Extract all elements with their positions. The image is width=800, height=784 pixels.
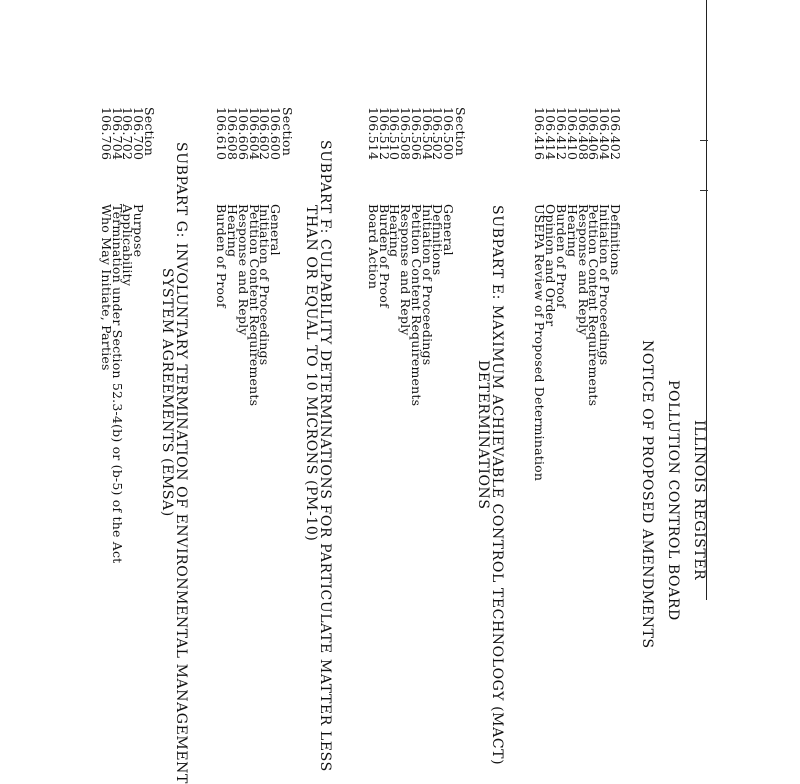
subpart-g-section-label: Section bbox=[142, 107, 157, 156]
section-title: Petition Content Requirements bbox=[408, 204, 424, 407]
header-tick bbox=[700, 190, 708, 191]
section-title: Burden of Proof bbox=[554, 204, 569, 308]
section-number: 106.706 bbox=[98, 107, 114, 161]
section-title: Board Action bbox=[366, 204, 382, 290]
register-title: ILLINOIS REGISTER bbox=[691, 420, 707, 581]
header-tick bbox=[700, 140, 708, 141]
section-title: Termination under Section 52.3-4(b) or (b-5) of the Act bbox=[109, 204, 125, 564]
section-title: Applicability bbox=[120, 204, 136, 287]
section-number: 106.510 bbox=[387, 107, 403, 161]
section-title: Purpose bbox=[131, 204, 146, 258]
board-title: POLLUTION CONTROL BOARD bbox=[665, 380, 681, 621]
section-number: 106.604 bbox=[246, 107, 262, 161]
section-title: Initiation of Proceedings bbox=[597, 204, 613, 366]
section-number: 106.404 bbox=[597, 107, 613, 161]
section-number: 106.508 bbox=[398, 107, 414, 161]
section-number: 106.602 bbox=[257, 107, 273, 161]
section-number: 106.406 bbox=[586, 107, 602, 161]
section-title: Hearing bbox=[225, 204, 241, 258]
section-title: Petition Content Requirements bbox=[586, 204, 602, 407]
section-title: General bbox=[268, 204, 283, 256]
section-title: USEPA Review of Proposed Determination bbox=[532, 204, 548, 482]
subpart-e-heading: SUBPART E: MAXIMUM ACHIEVABLE CONTROL TECHNOLOGY (MACT) bbox=[489, 205, 505, 766]
section-number: 106.410 bbox=[564, 107, 580, 161]
subpart-f-heading-cont: THAN OR EQUAL TO 10 MICRONS (PM-10) bbox=[303, 205, 319, 542]
notice-title: NOTICE OF PROPOSED AMENDMENTS bbox=[639, 340, 655, 649]
section-number: 106.700 bbox=[131, 107, 146, 161]
section-title: Hearing bbox=[387, 204, 403, 258]
subpart-g-heading: SUBPART G: INVOLUNTARY TERMINATION OF ENVIRONMENTAL MANAGEMENT bbox=[173, 142, 189, 784]
section-number: 106.606 bbox=[235, 107, 251, 161]
subpart-g-heading-cont: SYSTEM AGREEMENTS (EMSA) bbox=[159, 268, 175, 517]
section-number: 106.502 bbox=[430, 107, 446, 161]
section-title: Response and Reply bbox=[575, 204, 591, 336]
section-number: 106.506 bbox=[408, 107, 424, 161]
section-title: Definitions bbox=[430, 204, 446, 276]
subpart-f-heading: SUBPART F: CULPABILITY DETERMINATIONS FOR PARTICULATE MATTER LESS bbox=[317, 140, 333, 772]
section-title: Burden of Proof bbox=[214, 204, 230, 308]
section-number: 106.412 bbox=[554, 107, 569, 161]
section-title: Response and Reply bbox=[398, 204, 414, 336]
subpart-e-heading-cont: DETERMINATIONS bbox=[475, 360, 491, 510]
section-title: Response and Reply bbox=[235, 204, 251, 336]
section-title: Hearing bbox=[564, 204, 580, 258]
section-number: 106.512 bbox=[376, 107, 392, 161]
section-number: 106.402 bbox=[608, 107, 623, 161]
section-title: Who May Initiate, Parties bbox=[98, 204, 114, 371]
section-title: Initiation of Proceedings bbox=[419, 204, 435, 366]
section-title: Definitions bbox=[608, 204, 623, 276]
section-title: Burden of Proof bbox=[376, 204, 392, 308]
section-number: 106.414 bbox=[543, 107, 559, 161]
section-title: Initiation of Proceedings bbox=[257, 204, 273, 366]
section-number: 106.610 bbox=[214, 107, 230, 161]
section-number: 106.504 bbox=[419, 107, 435, 161]
section-number: 106.408 bbox=[575, 107, 591, 161]
section-number: 106.704 bbox=[109, 107, 125, 161]
subpart-g-pre-section-label: Section bbox=[280, 107, 295, 156]
subpart-f-section-label: Section bbox=[453, 107, 468, 156]
section-number: 106.608 bbox=[225, 107, 241, 161]
section-number: 106.514 bbox=[366, 107, 382, 161]
section-number: 106.600 bbox=[268, 107, 283, 161]
section-title: General bbox=[441, 204, 456, 256]
section-title: Petition Content Requirements bbox=[246, 204, 262, 407]
section-number: 106.500 bbox=[441, 107, 456, 161]
section-number: 106.702 bbox=[120, 107, 136, 161]
section-number: 106.416 bbox=[532, 107, 548, 161]
section-title: Opinion and Order bbox=[543, 204, 559, 327]
